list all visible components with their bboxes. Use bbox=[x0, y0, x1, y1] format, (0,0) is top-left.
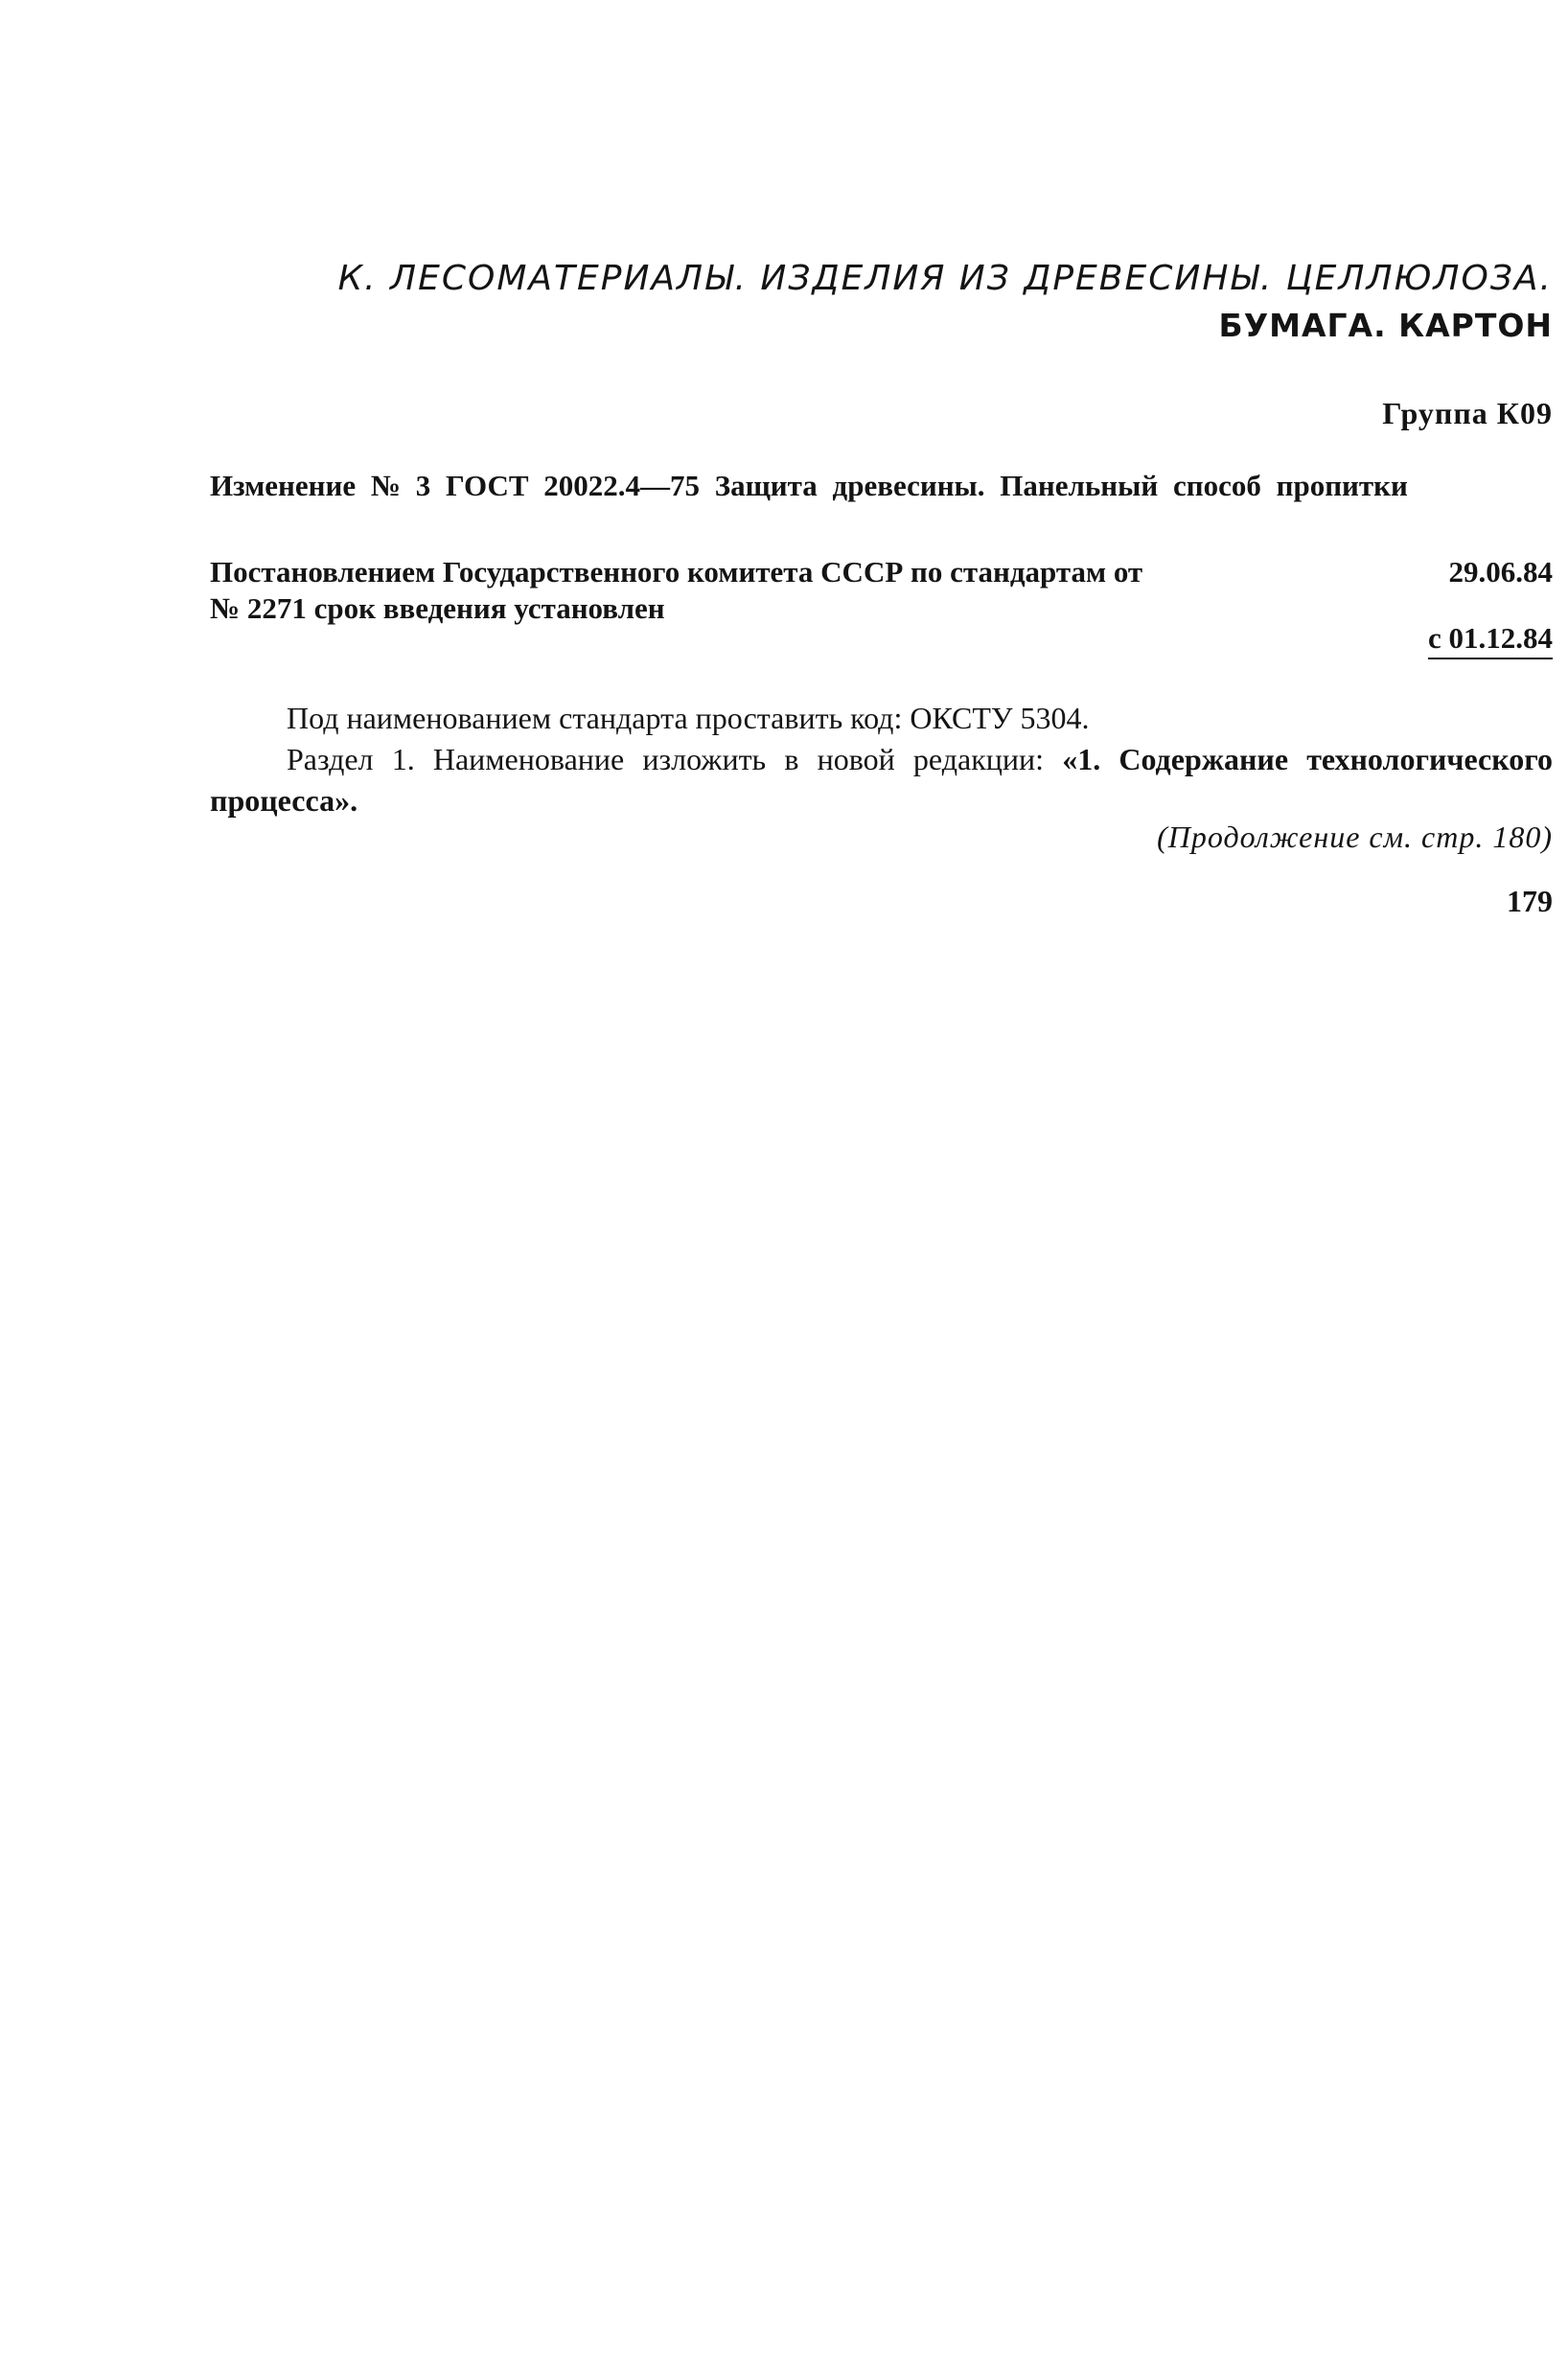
decree-text: Постановлением Государственного комитета СССР по стандартам от bbox=[210, 555, 1143, 589]
paragraph-okstu-code: Под наименованием стандарта проставить код: ОКСТУ 5304. bbox=[287, 701, 1090, 735]
amendment-title: Изменение № 3 ГОСТ 20022.4—75 Защита древесины. Панельный способ пропитки bbox=[210, 469, 1408, 502]
amendment-body bbox=[210, 698, 1553, 821]
decree-date: 29.06.84 bbox=[1448, 555, 1553, 589]
paragraph-section-1-new-title: «1. Содержание технологического процесса». bbox=[210, 742, 1554, 818]
group-label: Группа К09 bbox=[1382, 396, 1553, 430]
section-heading-line-1: К. ЛЕСОМАТЕРИАЛЫ. ИЗДЕЛИЯ ИЗ ДРЕВЕСИНЫ. ЦЕЛЛЮЛОЗА. bbox=[337, 259, 1553, 298]
decree-line-2: № 2271 срок введения установлен bbox=[210, 591, 665, 625]
continuation-note: (Продолжение см. стр. 180) bbox=[1157, 820, 1553, 854]
page-number: 179 bbox=[1507, 884, 1553, 918]
paragraph-section-1-text: Раздел 1. Наименование изложить в новой редакции: bbox=[287, 742, 1063, 776]
decree-block bbox=[210, 554, 1553, 627]
effective-date-block bbox=[210, 621, 1553, 659]
effective-date: с 01.12.84 bbox=[1428, 621, 1553, 659]
section-heading-line-2: БУМАГА. КАРТОН bbox=[1218, 307, 1553, 344]
decree-line-1 bbox=[210, 554, 1553, 590]
paragraph-section-1 bbox=[210, 739, 1553, 821]
